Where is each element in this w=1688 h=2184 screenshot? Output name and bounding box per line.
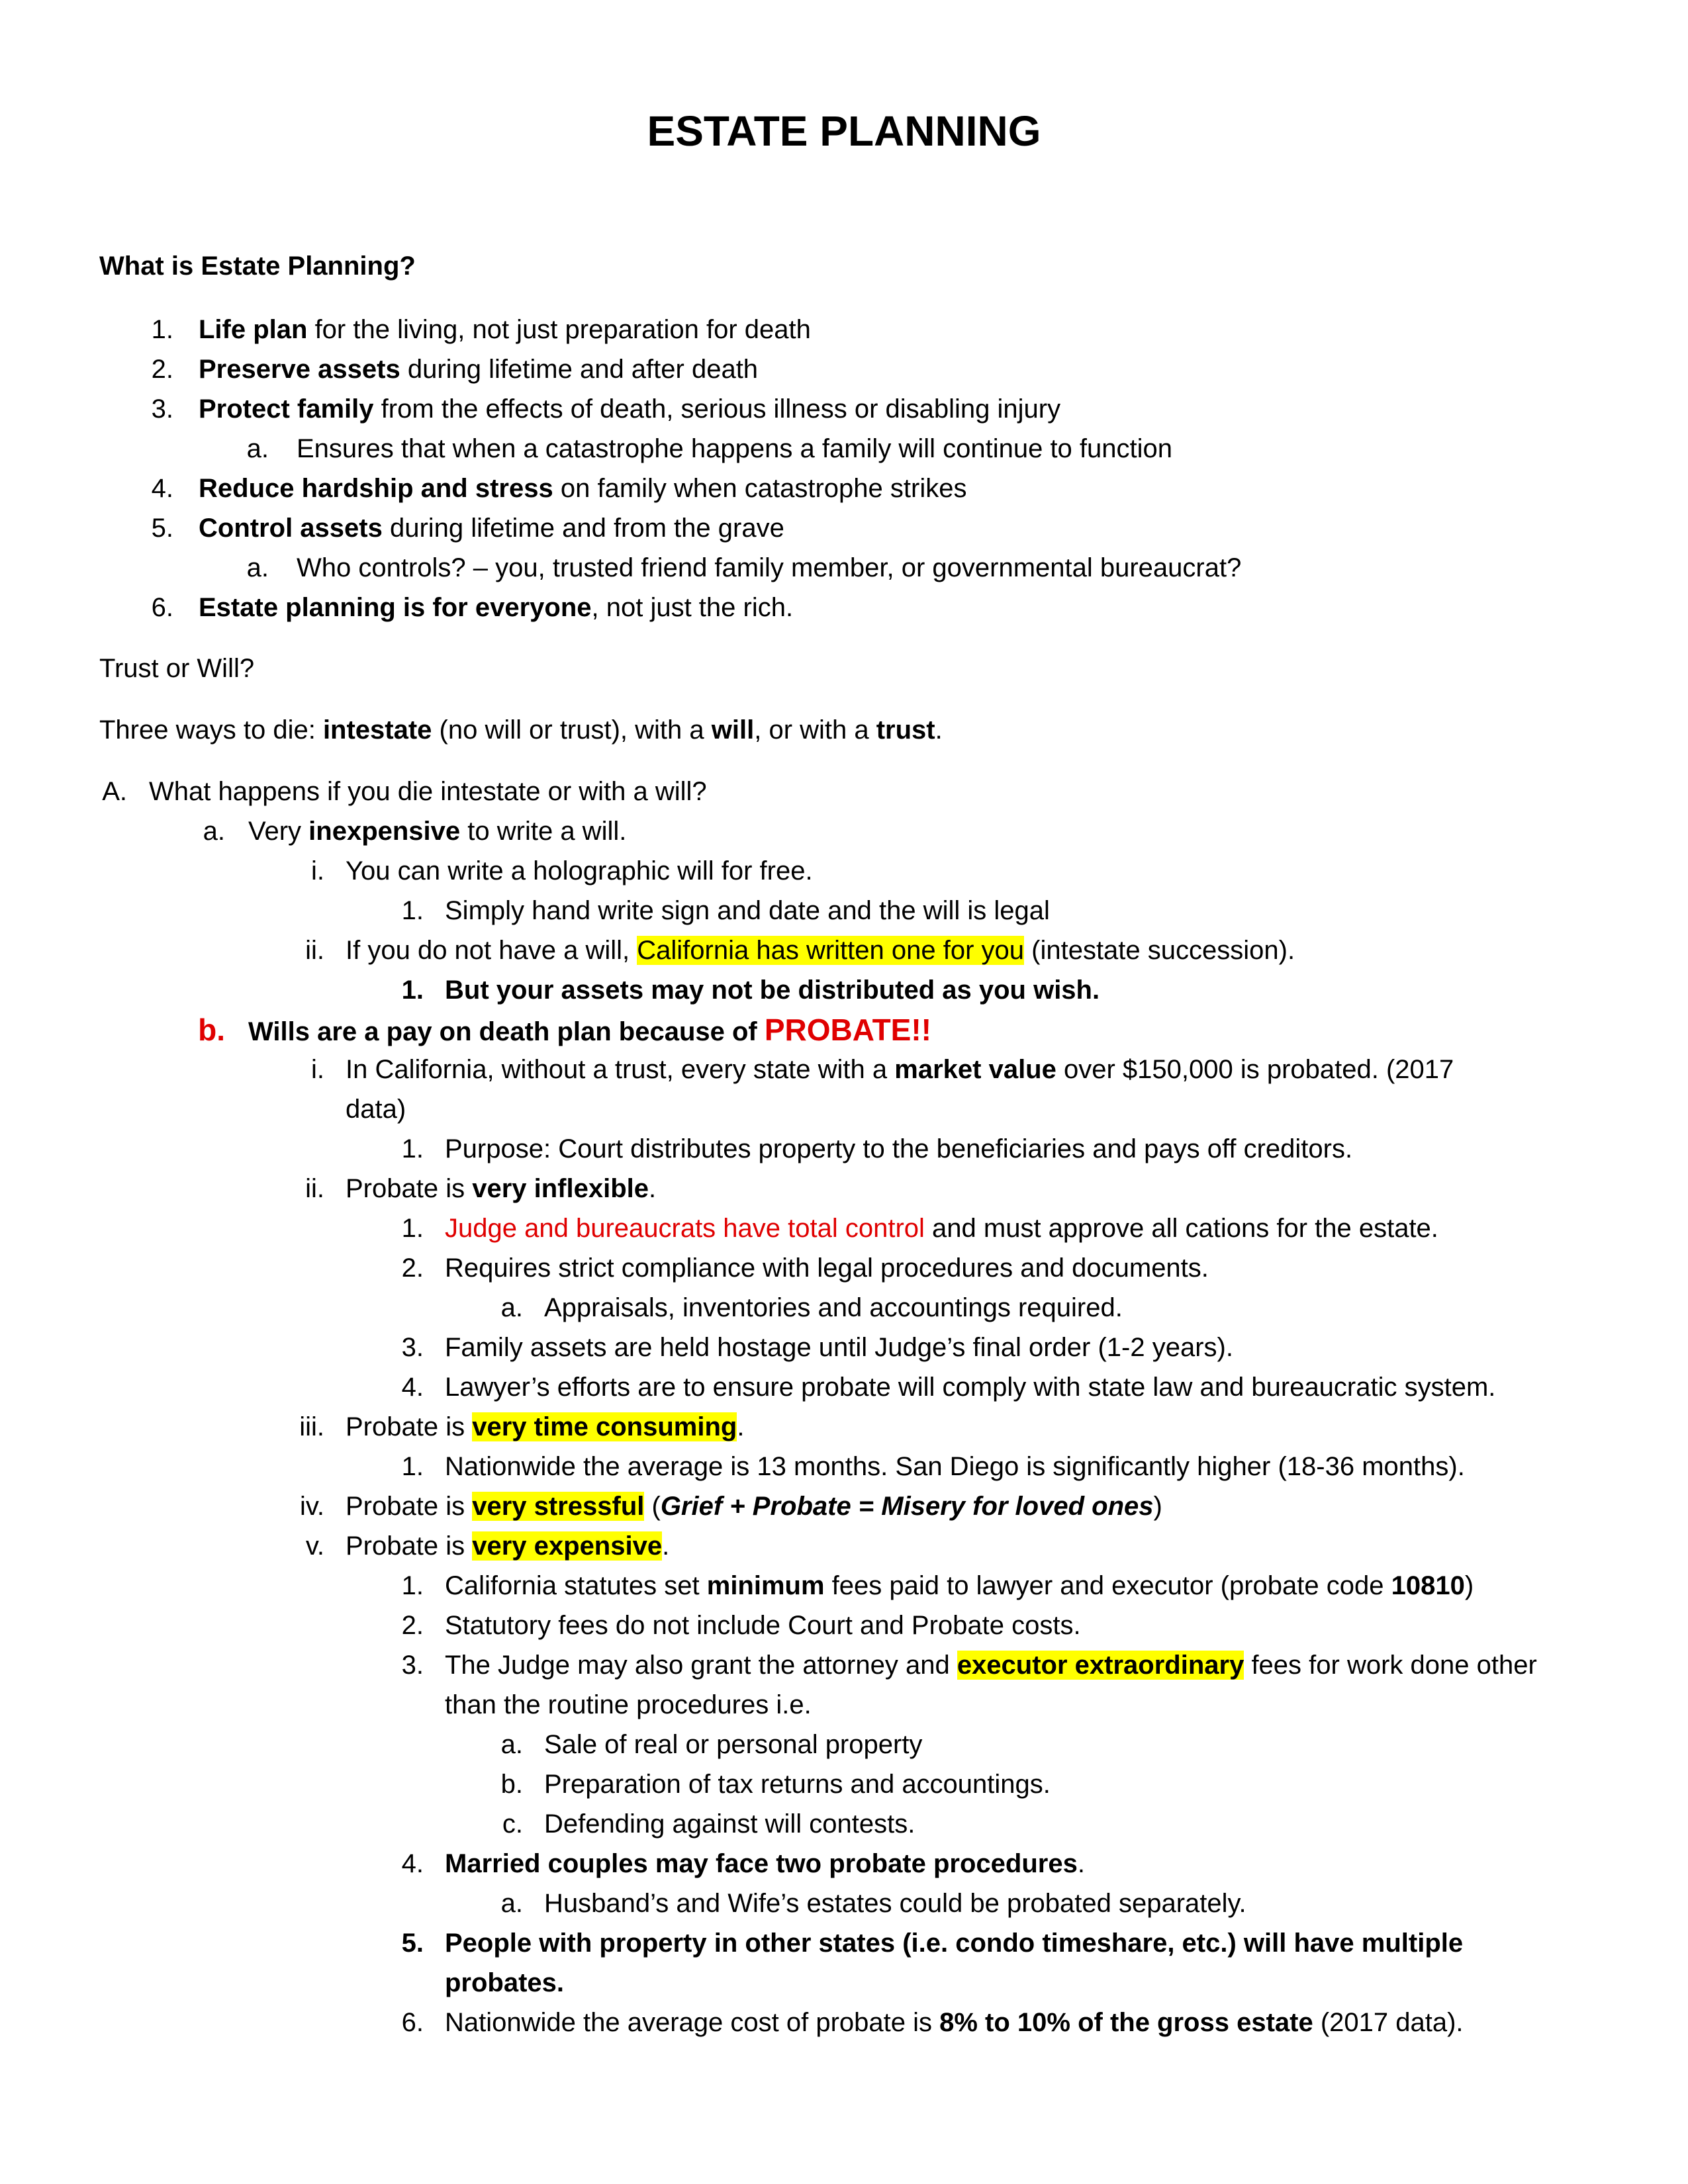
list-item: Judge and bureaucrats have total control and must approve all cations for the estate. [445,1214,1438,1243]
list-item: California statutes set minimum fees paid to lawyer and executor (probate code 10810) [445,1571,1474,1600]
list-number: 4. [401,1373,424,1402]
list-item: Appraisals, inventories and accountings required. [544,1293,1123,1322]
list-number: 1. [401,1214,424,1243]
list-roman: iii. [299,1412,324,1441]
probate-heading: Wills are a pay on death plan because of PROBATE!! [248,1013,931,1047]
list-number: 2. [401,1611,424,1640]
list-number: 1. [401,1571,424,1600]
section-a-heading: What happens if you die intestate or with a will? [149,777,707,806]
list-letter: a. [500,1889,523,1918]
list-letter: a. [500,1730,523,1759]
list-number: 5. [401,1929,424,1958]
list-letter: a. [500,1293,523,1322]
list-item: Life plan for the living, not just preparation for death [199,315,811,344]
list-roman: ii. [305,1174,324,1203]
list-item: Sale of real or personal property [544,1730,923,1759]
list-item: Simply hand write sign and date and the will is legal [445,896,1050,925]
list-item: Ensures that when a catastrophe happens a family will continue to function [297,434,1173,463]
list-letter: a. [246,553,269,582]
list-item: Probate is very expensive. [346,1531,670,1561]
three-ways-paragraph: Three ways to die: intestate (no will or trust), with a will, or with a trust. [99,715,943,745]
list-roman: i. [311,856,324,886]
list-item: Nationwide the average cost of probate is 8% to 10% of the gross estate (2017 data). [445,2008,1464,2037]
list-letter: c. [502,1809,523,1839]
list-item: Defending against will contests. [544,1809,915,1839]
list-number: 3. [401,1651,424,1680]
trust-or-will-heading: Trust or Will? [99,654,255,683]
list-item: Control assets during lifetime and from the grave [199,514,784,543]
list-number: 1. [401,976,424,1005]
list-item: Reduce hardship and stress on family when catastrophe strikes [199,474,967,503]
list-letter: b. [198,1013,225,1047]
list-item: Nationwide the average is 13 months. San Diego is significantly higher (18-36 months). [445,1452,1465,1481]
list-number: 5. [151,514,173,543]
list-roman: i. [311,1055,324,1084]
list-number: 4. [151,474,173,503]
list-number: 1. [401,1134,424,1163]
list-roman: ii. [305,936,324,965]
list-roman: iv. [299,1492,324,1521]
list-item: Probate is very stressful (Grief + Probate = Misery for loved ones) [346,1492,1162,1521]
list-number: 3. [401,1333,424,1362]
list-item: Statutory fees do not include Court and Probate costs. [445,1611,1081,1640]
list-item: In California, without a trust, every state with a market value over $150,000 is probated. (2017 [346,1055,1454,1084]
list-item: Estate planning is for everyone, not just the rich. [199,593,794,622]
list-item: Family assets are held hostage until Judge’s final order (1-2 years). [445,1333,1233,1362]
list-item-continuation: than the routine procedures i.e. [445,1690,812,1719]
list-item: Married couples may face two probate procedures. [445,1849,1085,1878]
list-item: The Judge may also grant the attorney and executor extraordinary fees for work done other [445,1651,1537,1680]
list-item: You can write a holographic will for free. [346,856,813,886]
list-roman: v. [305,1531,324,1561]
list-letter: a. [246,434,269,463]
list-number: 1. [401,896,424,925]
list-item: Preserve assets during lifetime and after death [199,355,759,384]
list-item: People with property in other states (i.e. condo timeshare, etc.) will have multiple [445,1929,1464,1958]
list-item: But your assets may not be distributed as you wish. [445,976,1100,1005]
section-heading-what: What is Estate Planning? [99,251,416,281]
list-item: Husband’s and Wife’s estates could be probated separately. [544,1889,1246,1918]
list-number: 1. [401,1452,424,1481]
list-number: 2. [151,355,173,384]
list-number: 3. [151,394,173,424]
list-item: Requires strict compliance with legal procedures and documents. [445,1253,1209,1283]
page-title: ESTATE PLANNING [647,107,1041,155]
list-number: 2. [401,1253,424,1283]
list-item: If you do not have a will, California has written one for you (intestate succession). [346,936,1295,965]
list-item-continuation: probates. [445,1968,565,1997]
list-item: Purpose: Court distributes property to the beneficiaries and pays off creditors. [445,1134,1353,1163]
list-number: 4. [401,1849,424,1878]
list-item: Very inexpensive to write a will. [248,817,627,846]
list-number: 6. [401,2008,424,2037]
list-item: Probate is very time consuming. [346,1412,745,1441]
list-item: Probate is very inflexible. [346,1174,657,1203]
list-number: 1. [151,315,173,344]
section-letter: A. [102,777,127,806]
list-item: Preparation of tax returns and accountings. [544,1770,1051,1799]
list-item: Protect family from the effects of death, serious illness or disabling injury [199,394,1061,424]
list-item: Who controls? – you, trusted friend family member, or governmental bureaucrat? [297,553,1242,582]
list-number: 6. [151,593,173,622]
list-item: Lawyer’s efforts are to ensure probate will comply with state law and bureaucratic system. [445,1373,1496,1402]
list-item-continuation: data) [346,1095,406,1124]
list-letter: b. [500,1770,523,1799]
list-letter: a. [203,817,225,846]
